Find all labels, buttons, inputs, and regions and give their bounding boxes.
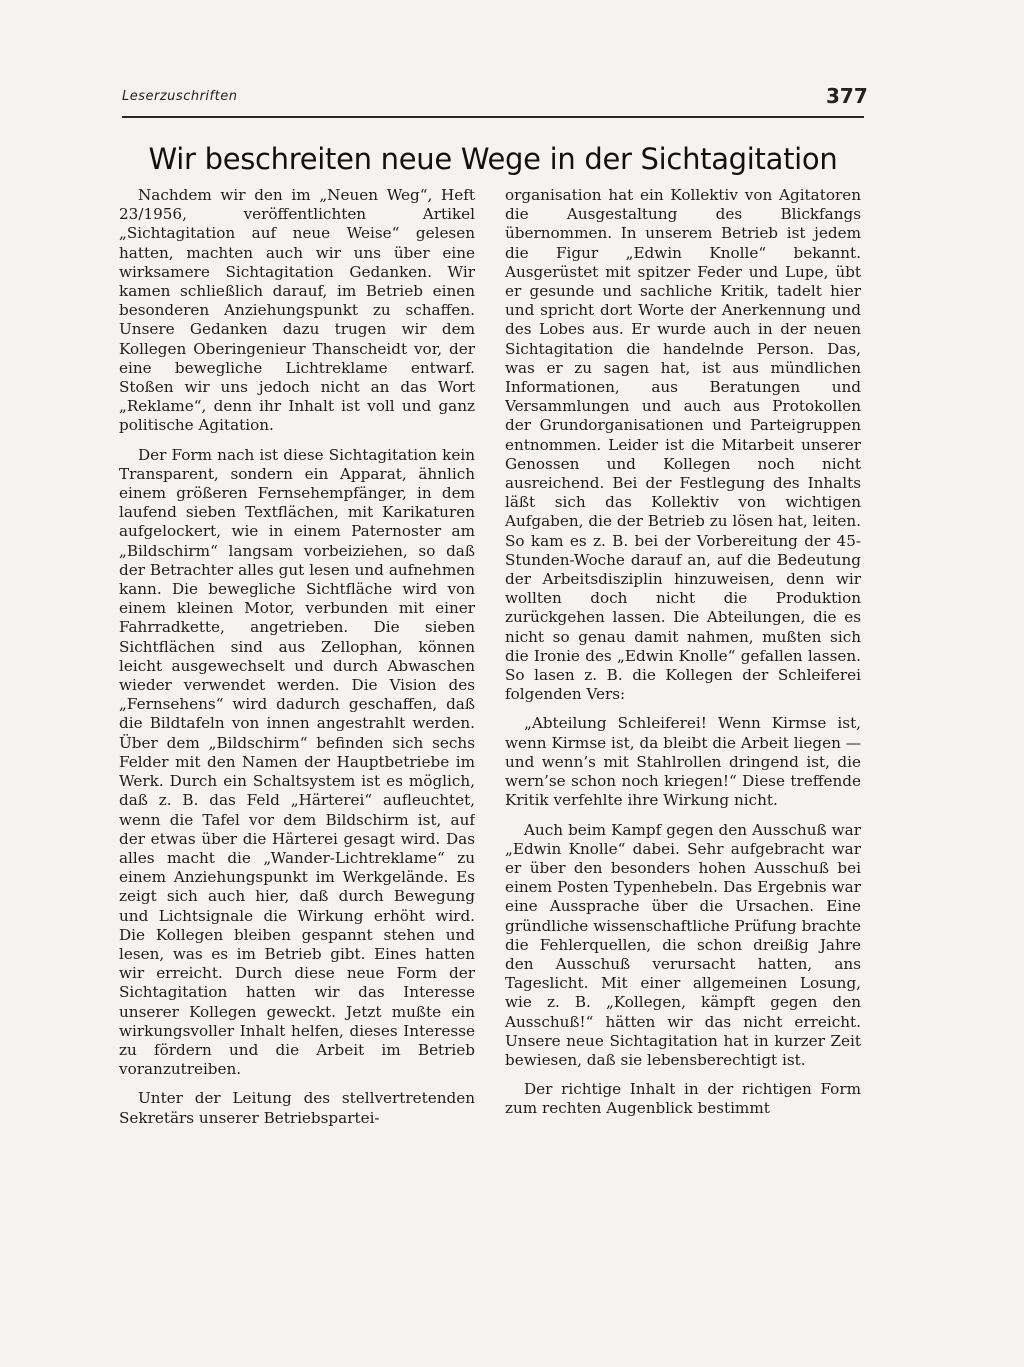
section-label: Leserzuschriften <box>122 89 238 104</box>
left-column <box>119 186 475 1216</box>
paragraph: organisation hat ein Kollektiv von Agitatoren die Ausgestaltung des Blickfangs übernommen. In unserem Betrieb ist jedem die Figur „Edwin Knolle“ bekannt. Ausgerüstet mit spitzer Feder und Lupe, übt er gesunde und sachliche Kritik, tadelt hier und spricht dort Worte der Anerkennung und des Lobes aus. Er wurde auch in der neuen Sichtagitation die handelnde Person. Das, was er zu sagen hat, ist aus mündlichen Informationen, aus Beratungen und Versammlungen und auch aus Protokollen der Grundorganisationen und Parteigruppen entnommen. Leider ist die Mitarbeit unserer Genossen und Kollegen noch nicht ausreichend. Bei der Festlegung des Inhalts läßt sich das Kollektiv von wichtigen Aufgaben, die der Betrieb zu lösen hat, leiten. So kam es z. B. bei der Vorbereitung der 45-Stunden-Woche darauf an, auf die Bedeutung der Arbeitsdisziplin hinzuweisen, denn wir wollten doch nicht die Produktion zurückgehen lassen. Die Abteilungen, die es nicht so genau damit nahmen, mußten sich die Ironie des „Edwin Knolle“ gefallen lassen. So lasen z. B. die Kollegen der Schleiferei folgenden Vers: <box>505 186 861 704</box>
paragraph: Der Form nach ist diese Sichtagitation kein Transparent, sondern ein Apparat, ähnlich einem größeren Fernsehempfänger, in dem laufend sieben Textflächen, mit Karikaturen aufgelockert, wie in einem Paternoster am „Bildschirm“ langsam vorbeiziehen, so daß der Betrachter alles gut lesen und aufnehmen kann. Die bewegliche Sichtfläche wird von einem kleinen Motor, verbunden mit einer Fahrradkette, angetrieben. Die sieben Sichtflächen sind aus Zellophan, können leicht ausgewechselt und durch Abwaschen wieder verwendet werden. Die Vision des „Fernsehens“ wird dadurch geschaffen, daß die Bildtafeln von innen angestrahlt werden. Über dem „Bildschirm“ befinden sich sechs Felder mit den Namen der Hauptbetriebe im Werk. Durch ein Schaltsystem ist es möglich, daß z. B. das Feld „Härterei“ aufleuchtet, wenn die Tafel vor dem Bildschirm ist, auf der etwas über die Härterei gesagt wird. Das alles macht die „Wander-Lichtreklame“ zu einem Anziehungspunkt im Werkgelände. Es zeigt sich auch hier, daß durch Bewegung und Lichtsignale die Wirkung erhöht wird. Die Kollegen bleiben gespannt stehen und lesen, was es im Betrieb gibt. Eines hatten wir erreicht. Durch diese neue Form der Sichtagitation hatten wir das Interesse unserer Kollegen geweckt. Jetzt mußte ein wirkungsvoller Inhalt helfen, dieses Interesse zu fördern und die Arbeit im Betrieb voranzutreiben. <box>119 445 475 1079</box>
paragraph: Unter der Leitung des stellvertretenden Sekretärs unserer Betriebspartei- <box>119 1089 475 1127</box>
article-title: Wir beschreiten neue Wege in der Sichtagitation <box>148 142 838 176</box>
header-divider <box>122 116 864 118</box>
paragraph: Der richtige Inhalt in der richtigen Form zum rechten Augenblick bestimmt <box>505 1080 861 1118</box>
page-number: 377 <box>826 84 868 108</box>
paragraph: Auch beim Kampf gegen den Ausschuß war „Edwin Knolle“ dabei. Sehr aufgebracht war er über den besonders hohen Ausschuß bei einem Posten Typenhebeln. Das Ergebnis war eine Aussprache über die Ursachen. Eine gründliche wissenschaftliche Prüfung brachte die Fehlerquellen, die schon dreißig Jahre den Ausschuß verursacht hatten, ans Tageslicht. Mit einer allgemeinen Losung, wie z. B. „Kollegen, kämpft gegen den Ausschuß!“ hätten wir das nicht erreicht. Unsere neue Sichtagitation hat in kurzer Zeit bewiesen, daß sie lebensberechtigt ist. <box>505 820 861 1069</box>
right-column <box>505 186 861 1216</box>
paragraph: Nachdem wir den im „Neuen Weg“, Heft 23/1956, veröffentlichten Artikel „Sichtagitation auf neue Weise“ gelesen hatten, machten auch wir uns über eine wirksamere Sichtagitation Gedanken. Wir kamen schließlich darauf, im Betrieb einen besonderen Anziehungspunkt zu schaffen. Unsere Gedanken dazu trugen wir dem Kollegen Oberingenieur Thanscheidt vor, der eine bewegliche Lichtreklame entwarf. Stoßen wir uns jedoch nicht an das Wort „Reklame“, denn ihr Inhalt ist voll und ganz politische Agitation. <box>119 186 475 435</box>
verse-quote: „Abteilung Schleiferei! Wenn Kirmse ist, wenn Kirmse ist, da bleibt die Arbeit liegen — und wenn’s mit Stahlrollen dringend ist, die wern’se schon noch kriegen!“ Diese treffende Kritik verfehlte ihre Wirkung nicht. <box>505 714 861 810</box>
